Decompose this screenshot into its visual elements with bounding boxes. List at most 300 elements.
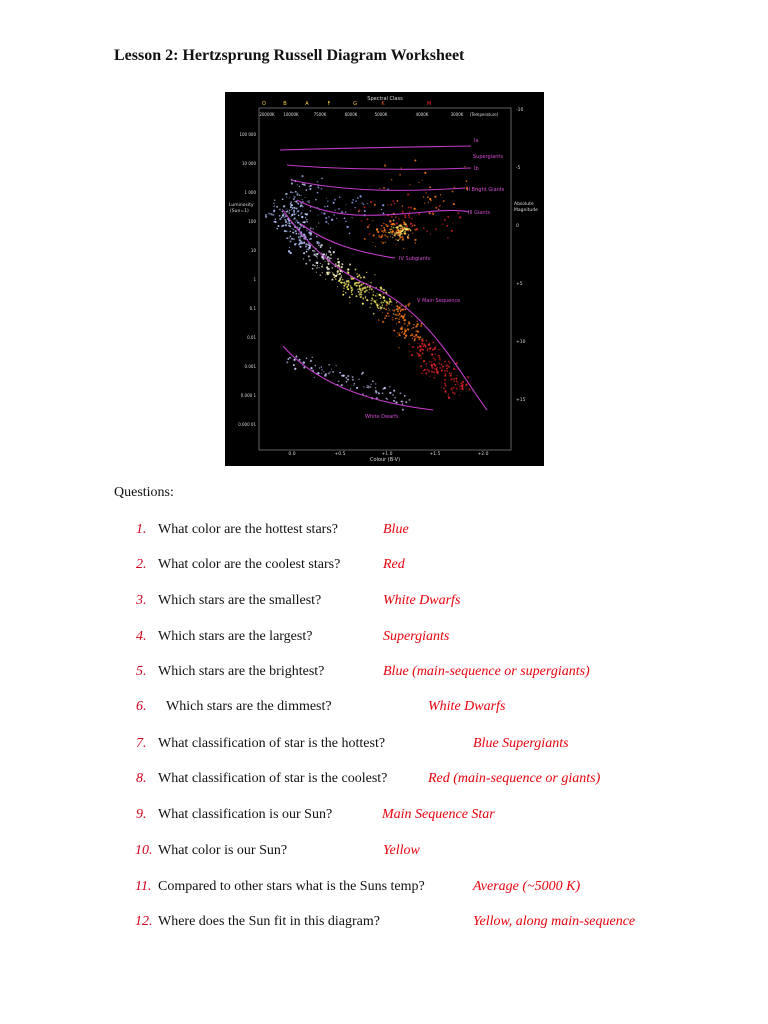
star-dot — [303, 242, 305, 244]
star-dot — [424, 369, 426, 371]
star-dot — [317, 187, 319, 189]
star-dot — [402, 205, 404, 207]
star-dot — [377, 293, 378, 294]
star-dot — [460, 388, 462, 390]
star-dot — [272, 214, 274, 216]
star-dot — [372, 299, 373, 300]
abs-magnitude-tick: +5 — [516, 282, 523, 287]
star-dot — [325, 221, 327, 223]
star-dot — [268, 213, 270, 215]
star-dot — [306, 230, 308, 232]
star-dot — [395, 216, 397, 218]
star-dot — [282, 198, 284, 200]
question-answer: Blue — [383, 522, 409, 537]
star-dot — [270, 213, 272, 215]
star-dot — [416, 334, 418, 336]
star-dot — [446, 370, 448, 372]
star-dot — [418, 338, 420, 340]
star-dot — [429, 376, 430, 377]
star-dot — [404, 215, 406, 217]
star-dot — [309, 188, 311, 190]
star-dot — [339, 196, 341, 198]
star-dot — [324, 374, 326, 376]
star-dot — [353, 385, 354, 386]
star-dot — [338, 280, 340, 282]
star-dot — [426, 366, 427, 367]
star-dot — [444, 361, 446, 363]
star-dot — [444, 382, 446, 384]
star-dot — [293, 364, 295, 366]
star-dot — [379, 237, 380, 238]
star-dot — [317, 265, 318, 266]
star-dot — [392, 317, 393, 318]
star-dot — [410, 207, 412, 209]
star-dot — [434, 359, 436, 361]
star-dot — [396, 244, 397, 245]
abs-magnitude-tick: +15 — [516, 398, 526, 403]
star-dot — [322, 258, 324, 260]
star-dot — [309, 232, 311, 234]
star-dot — [414, 225, 416, 227]
star-dot — [362, 303, 364, 305]
star-dot — [411, 316, 412, 317]
star-dot — [404, 314, 405, 315]
star-dot — [432, 213, 434, 215]
star-dot — [297, 184, 298, 185]
star-dot — [396, 231, 397, 232]
star-dot — [325, 274, 326, 275]
star-dot — [433, 363, 435, 365]
star-dot — [351, 217, 352, 218]
star-dot — [438, 209, 440, 211]
star-dot — [395, 239, 397, 241]
star-dot — [301, 195, 302, 196]
star-dot — [287, 210, 289, 212]
star-dot — [402, 226, 404, 228]
star-dot — [433, 357, 435, 359]
star-dot — [367, 385, 368, 386]
question-answer: Red — [383, 557, 405, 572]
star-dot — [442, 224, 443, 225]
star-dot — [367, 286, 369, 288]
star-dot — [409, 214, 410, 215]
star-dot — [330, 247, 331, 248]
star-dot — [303, 361, 305, 363]
star-dot — [297, 192, 299, 194]
temperature-label: 10000K — [283, 112, 299, 117]
star-dot — [400, 232, 402, 234]
star-dot — [349, 263, 351, 265]
star-dot — [397, 310, 399, 312]
star-dot — [273, 205, 275, 207]
star-dot — [383, 232, 384, 233]
star-dot — [325, 256, 326, 257]
star-dot — [354, 207, 355, 208]
star-dot — [456, 380, 458, 382]
question-text: What color is our Sun? — [158, 843, 288, 858]
star-dot — [356, 295, 358, 297]
page-title: Lesson 2: Hertzsprung Russell Diagram Worksheet — [114, 47, 465, 64]
star-dot — [380, 306, 382, 308]
star-dot — [292, 192, 293, 193]
star-dot — [407, 325, 408, 326]
star-dot — [338, 274, 340, 276]
star-dot — [396, 401, 398, 403]
star-dot — [401, 236, 403, 238]
star-dot — [399, 174, 401, 176]
question-row — [0, 842, 768, 860]
star-dot — [291, 209, 292, 210]
star-dot — [426, 230, 428, 232]
star-dot — [291, 214, 293, 216]
star-dot — [341, 266, 343, 268]
star-dot — [355, 200, 357, 202]
temperature-ticks — [259, 112, 498, 117]
star-dot — [328, 364, 330, 366]
star-dot — [350, 388, 351, 389]
star-dot — [318, 222, 319, 223]
star-dot — [296, 208, 298, 210]
star-dot — [303, 184, 305, 186]
star-dot — [380, 297, 382, 299]
star-dot — [393, 330, 395, 332]
star-dot — [291, 238, 293, 240]
star-dot — [405, 217, 406, 218]
star-dot — [366, 272, 367, 273]
star-dot — [351, 294, 353, 296]
question-answer: Red (main-sequence or giants) — [428, 771, 601, 786]
star-dot — [384, 229, 386, 231]
star-dot — [422, 341, 423, 342]
star-dot — [358, 291, 360, 293]
star-dot — [296, 220, 298, 222]
star-dot — [364, 210, 366, 212]
question-answer: Main Sequence Star — [382, 807, 495, 822]
star-dot — [295, 230, 297, 232]
star-dot — [365, 297, 366, 298]
star-dot — [429, 361, 430, 362]
star-dot — [455, 384, 456, 385]
star-dot — [406, 225, 408, 227]
star-dot — [289, 357, 291, 359]
star-dot — [284, 230, 286, 232]
star-dot — [299, 194, 300, 195]
star-dot — [383, 227, 385, 229]
star-dot — [306, 221, 308, 223]
star-dot — [389, 386, 390, 387]
star-dot — [466, 383, 468, 385]
temperature-label: 20000K — [259, 112, 275, 117]
star-dot — [281, 225, 283, 227]
star-dot — [308, 200, 310, 202]
star-dot — [391, 226, 392, 227]
star-dot — [290, 191, 292, 193]
star-dot — [396, 223, 398, 225]
star-dot — [320, 244, 322, 246]
star-dot — [414, 239, 416, 241]
star-dot — [408, 206, 410, 208]
star-dot — [459, 385, 461, 387]
star-dot — [385, 224, 387, 226]
star-dot — [404, 330, 406, 332]
star-dot — [278, 225, 280, 227]
star-dot — [316, 256, 317, 257]
star-dot — [390, 224, 391, 225]
star-dot — [399, 225, 401, 227]
star-dot — [299, 359, 301, 361]
star-dot — [367, 218, 369, 220]
star-dot — [306, 189, 308, 191]
star-dot — [420, 349, 421, 350]
star-dot — [375, 246, 376, 247]
star-dot — [370, 282, 372, 284]
star-dot — [352, 289, 353, 290]
question-row — [0, 770, 768, 788]
spectral-letter: K — [381, 101, 385, 107]
star-dot — [393, 390, 395, 392]
star-dot — [390, 236, 391, 237]
star-dot — [291, 182, 293, 184]
star-dot — [398, 233, 400, 235]
star-dot — [290, 205, 291, 206]
abs-magnitude-tick: -10 — [516, 108, 524, 113]
star-dot — [405, 223, 407, 225]
question-text: What classification is our Sun? — [158, 807, 333, 822]
star-dot — [394, 397, 396, 399]
star-dot — [424, 172, 426, 174]
star-dot — [390, 300, 392, 302]
star-dot — [342, 279, 344, 281]
spectral-letter: G — [353, 101, 357, 107]
label-main-sequence: V Main Sequence — [417, 298, 461, 304]
star-dot — [444, 370, 446, 372]
star-dot — [319, 267, 320, 268]
star-dot — [399, 347, 400, 348]
star-dot — [396, 318, 397, 319]
star-dot — [291, 207, 292, 208]
star-dot — [409, 216, 411, 218]
star-dot — [303, 258, 304, 259]
star-dot — [416, 323, 418, 325]
star-dot — [385, 242, 386, 243]
star-dot — [381, 209, 382, 210]
star-dot — [416, 228, 418, 230]
star-dot — [392, 200, 394, 202]
star-dot — [383, 307, 385, 309]
star-dot — [407, 230, 409, 232]
temperature-label: 6000K — [344, 112, 358, 117]
star-dot — [345, 292, 346, 293]
star-dot — [384, 234, 386, 236]
star-dot — [299, 237, 301, 239]
star-dot — [308, 249, 310, 251]
star-dot — [293, 238, 295, 240]
star-dot — [282, 211, 283, 212]
star-dot — [431, 364, 433, 366]
star-dot — [310, 210, 311, 211]
star-dot — [425, 346, 427, 348]
star-dot — [443, 200, 444, 201]
star-dot — [411, 328, 412, 329]
star-dot — [369, 292, 370, 293]
star-dot — [431, 361, 432, 362]
star-dot — [408, 303, 410, 305]
star-dot — [383, 293, 384, 294]
star-dot — [334, 276, 336, 278]
star-dot — [365, 289, 367, 291]
luminosity-tick: 10 000 — [242, 161, 256, 166]
star-dot — [363, 288, 364, 289]
star-dot — [403, 232, 405, 234]
star-dot — [294, 201, 295, 202]
star-dot — [317, 257, 318, 258]
star-dot — [470, 381, 471, 382]
star-dot — [420, 345, 422, 347]
star-dot — [382, 388, 384, 390]
question-number: 7. — [136, 736, 147, 751]
star-dot — [357, 276, 359, 278]
label-supergiants: Supergiants — [473, 154, 503, 160]
star-dot — [462, 381, 464, 383]
star-dot — [318, 214, 319, 215]
star-dot — [367, 203, 368, 204]
star-dot — [300, 206, 301, 207]
star-dot — [339, 372, 341, 374]
star-dot — [305, 243, 307, 245]
star-dot — [333, 202, 335, 204]
star-dot — [457, 384, 458, 385]
star-dot — [332, 267, 333, 268]
star-dot — [299, 240, 301, 242]
star-dot — [365, 291, 366, 292]
star-dot — [435, 353, 436, 354]
star-dot — [340, 276, 342, 278]
star-dot — [453, 387, 455, 389]
star-dot — [380, 295, 381, 296]
question-answer: White Dwarfs — [383, 593, 461, 608]
question-answer: Supergiants — [383, 629, 450, 644]
star-dot — [342, 294, 344, 296]
star-dot — [411, 218, 413, 220]
star-dot — [394, 235, 396, 237]
star-dot — [363, 203, 365, 205]
star-dot — [402, 331, 403, 332]
star-dot — [328, 263, 330, 265]
star-dot — [408, 305, 410, 307]
star-dot — [358, 210, 360, 212]
star-dot — [427, 350, 429, 352]
label-bright-giants: II Bright Giants — [467, 187, 505, 193]
star-dot — [395, 318, 396, 319]
star-dot — [316, 272, 317, 273]
star-dot — [365, 296, 366, 297]
star-dot — [357, 288, 359, 290]
star-dot — [430, 234, 431, 235]
star-dot — [375, 302, 376, 303]
luminosity-tick: 1 000 — [244, 190, 256, 195]
star-dot — [395, 232, 396, 233]
star-dot — [358, 378, 359, 379]
star-dot — [370, 307, 371, 308]
star-dot — [301, 175, 303, 177]
colour-tick: +2.0 — [477, 452, 489, 457]
star-dot — [325, 278, 326, 279]
question-text: What classification of star is the coolest? — [158, 771, 388, 786]
star-dot — [345, 377, 346, 378]
star-dot — [284, 219, 285, 220]
star-dot — [352, 376, 354, 378]
star-dot — [343, 287, 344, 288]
star-dot — [301, 216, 303, 218]
star-dot — [393, 313, 395, 315]
star-dot — [297, 210, 299, 212]
star-dot — [372, 220, 373, 221]
star-dot — [321, 373, 322, 374]
star-dot — [381, 234, 382, 235]
star-dot — [302, 221, 303, 222]
star-dot — [342, 264, 343, 265]
temperature-label: 4000K — [415, 112, 429, 117]
star-dot — [426, 369, 428, 371]
star-dot — [333, 274, 335, 276]
star-dot — [457, 382, 458, 383]
star-dot — [450, 378, 452, 380]
star-dot — [308, 244, 310, 246]
star-dot — [457, 212, 459, 214]
star-dot — [334, 199, 336, 201]
star-dot — [440, 205, 441, 206]
star-dot — [397, 239, 399, 241]
star-dot — [413, 346, 415, 348]
star-dot — [328, 271, 330, 273]
star-dot — [364, 286, 366, 288]
star-dot — [441, 370, 442, 371]
star-dot — [326, 198, 327, 199]
star-dot — [343, 285, 345, 287]
star-dot — [391, 179, 392, 180]
star-dot — [399, 236, 401, 238]
spectral-letter: F — [327, 101, 331, 107]
star-dot — [349, 303, 350, 304]
star-dot — [286, 237, 288, 239]
star-dot — [328, 216, 329, 217]
temperature-label: 7500K — [313, 112, 327, 117]
star-dot — [293, 207, 295, 209]
star-dot — [288, 237, 289, 238]
star-dot — [409, 211, 410, 212]
luminosity-tick: 0.001 — [244, 364, 256, 369]
star-dot — [426, 363, 427, 364]
star-dot — [376, 228, 378, 230]
luminosity-label-2: (Sun=1) — [230, 209, 249, 214]
star-dot — [428, 202, 430, 204]
star-dot — [308, 201, 309, 202]
star-dot — [338, 263, 340, 265]
star-dot — [398, 315, 399, 316]
star-dot — [388, 232, 390, 234]
star-dot — [338, 265, 339, 266]
star-dot — [422, 180, 423, 181]
star-dot — [383, 187, 385, 189]
star-dot — [309, 238, 311, 240]
star-dot — [444, 373, 446, 375]
star-dot — [427, 196, 429, 198]
label-subgiants: IV Subgiants — [399, 256, 431, 262]
star-dot — [327, 205, 329, 207]
star-dot — [319, 367, 320, 368]
star-dot — [420, 357, 422, 359]
star-dot — [408, 399, 410, 401]
